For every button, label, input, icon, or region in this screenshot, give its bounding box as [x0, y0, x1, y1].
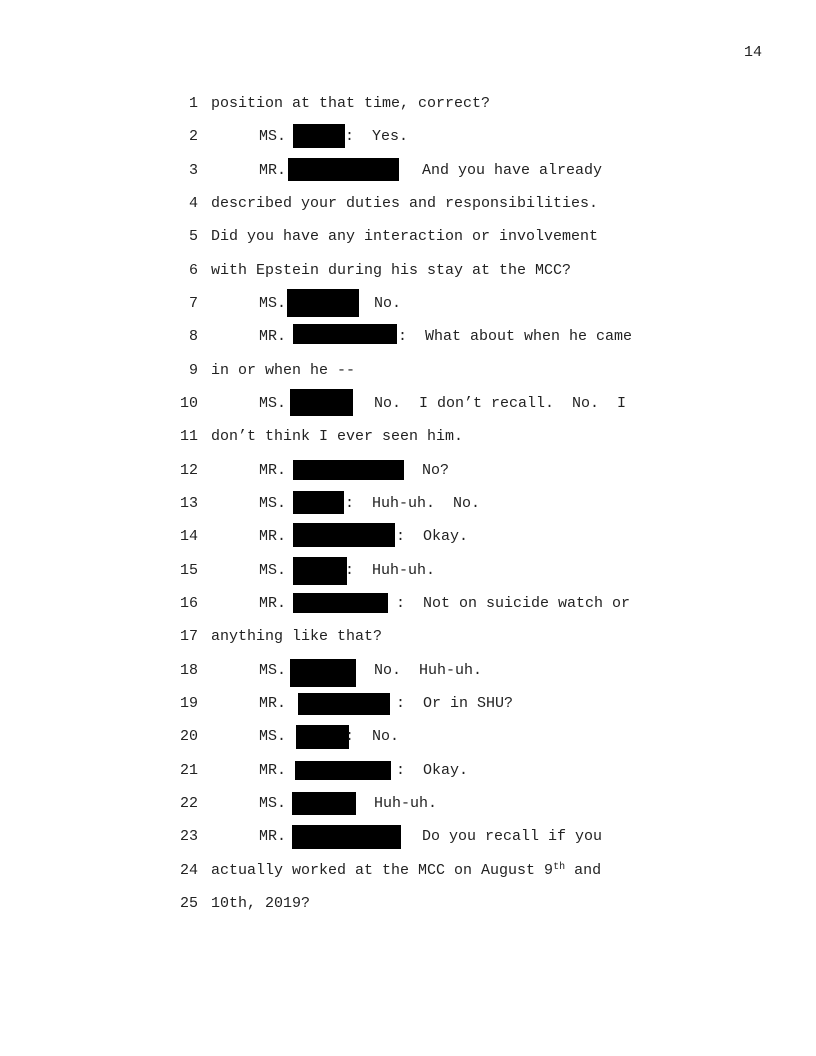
speaker-label: MS.	[259, 495, 287, 512]
line-number: 12	[179, 462, 198, 479]
line-number: 22	[179, 795, 198, 812]
speaker-label: MS.	[259, 295, 287, 312]
speaker-label: MS.	[259, 562, 287, 579]
transcript-line: Huh-uh.	[374, 795, 438, 812]
redaction-box	[293, 523, 395, 547]
transcript-line: in or when he --	[211, 362, 356, 379]
line-number: 20	[179, 728, 198, 745]
redaction-box	[288, 158, 399, 181]
transcript-line: No.	[374, 295, 402, 312]
line-number: 11	[179, 428, 198, 445]
speaker-label: MS.	[259, 128, 287, 145]
line-number: 25	[179, 895, 198, 912]
transcript-line: : Okay.	[396, 528, 469, 545]
redaction-box	[292, 792, 356, 815]
speaker-label: MR.	[259, 828, 287, 845]
speaker-label: MS.	[259, 662, 287, 679]
line-number: 24	[179, 862, 198, 879]
redaction-box	[292, 825, 401, 849]
page-number: 14	[743, 44, 762, 61]
redaction-box	[293, 491, 344, 514]
transcript-line: No?	[422, 462, 450, 479]
line-number: 6	[188, 262, 198, 279]
line-number: 5	[188, 228, 198, 245]
line-number: 14	[179, 528, 198, 545]
transcript-line: anything like that?	[211, 628, 383, 645]
speaker-label: MR.	[259, 528, 287, 545]
redaction-box	[290, 659, 356, 687]
superscript: th	[553, 862, 566, 873]
line-number: 4	[188, 195, 198, 212]
transcript-line: don’t think I ever seen him.	[211, 428, 464, 445]
transcript-line: : Or in SHU?	[396, 695, 514, 712]
line-number: 7	[188, 295, 198, 312]
redaction-box	[293, 324, 397, 344]
transcript-line: : Yes.	[345, 128, 409, 145]
transcript-line: No. I don’t recall. No. I	[374, 395, 627, 412]
redaction-box	[287, 289, 359, 317]
line-number: 3	[188, 162, 198, 179]
speaker-label: MS.	[259, 395, 287, 412]
speaker-label: MR.	[259, 595, 287, 612]
transcript-line: : Huh-uh.	[345, 562, 436, 579]
redaction-box	[293, 557, 347, 585]
line-text: actually worked at the MCC on August 9	[211, 862, 554, 879]
line-number: 10	[179, 395, 198, 412]
speaker-label: MS.	[259, 728, 287, 745]
line-number: 9	[188, 362, 198, 379]
transcript-line: Did you have any interaction or involvement	[211, 228, 599, 245]
redaction-box	[296, 725, 349, 749]
line-number: 18	[179, 662, 198, 679]
transcript-line: And you have already	[422, 162, 603, 179]
redaction-box	[290, 389, 353, 416]
speaker-label: MS.	[259, 795, 287, 812]
speaker-label: MR.	[259, 162, 287, 179]
redaction-box	[295, 761, 391, 780]
transcript-line: Do you recall if you	[422, 828, 603, 845]
transcript-line: described your duties and responsibilities.	[211, 195, 599, 212]
line-number: 16	[179, 595, 198, 612]
redaction-box	[293, 593, 388, 613]
transcript-line: 10th, 2019?	[211, 895, 311, 912]
transcript-line: with Epstein during his stay at the MCC?	[211, 262, 572, 279]
line-number: 15	[179, 562, 198, 579]
redaction-box	[293, 124, 345, 148]
line-number: 19	[179, 695, 198, 712]
transcript-line: : Okay.	[396, 762, 469, 779]
redaction-box	[293, 460, 404, 480]
speaker-label: MR.	[259, 328, 287, 345]
redaction-box	[298, 693, 390, 715]
speaker-label: MR.	[259, 695, 287, 712]
line-text: and	[565, 862, 602, 879]
line-number: 17	[179, 628, 198, 645]
line-number: 21	[179, 762, 198, 779]
speaker-label: MR.	[259, 462, 287, 479]
line-number: 23	[179, 828, 198, 845]
transcript-line: No. Huh-uh.	[374, 662, 483, 679]
speaker-label: MR.	[259, 762, 287, 779]
transcript-line: position at that time, correct?	[211, 95, 491, 112]
transcript-line	[211, 862, 601, 879]
transcript-line: : Not on suicide watch or	[396, 595, 631, 612]
transcript-line: : Huh-uh. No.	[345, 495, 481, 512]
line-number: 8	[188, 328, 198, 345]
line-number: 2	[188, 128, 198, 145]
transcript-line: : No.	[345, 728, 400, 745]
line-number: 1	[188, 95, 198, 112]
transcript-line: : What about when he came	[398, 328, 633, 345]
line-number: 13	[179, 495, 198, 512]
